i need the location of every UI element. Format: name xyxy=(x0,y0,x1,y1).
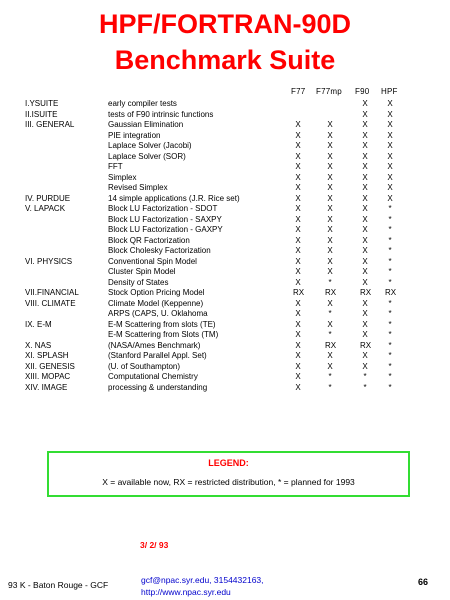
suite-name: II.ISUITE xyxy=(25,109,58,119)
cell-f77mp: X xyxy=(327,183,333,192)
cell-f77mp: X xyxy=(327,141,333,150)
cell-f90: X xyxy=(362,298,368,308)
cell-f77mp: X xyxy=(327,246,333,255)
cell-f90: X xyxy=(362,225,368,234)
cell-f90: X xyxy=(362,246,368,255)
table-row xyxy=(0,131,450,142)
cell-f77mp: X xyxy=(327,351,333,360)
benchmark-description: ARPS (CAPS, U. Oklahoma xyxy=(108,309,208,318)
cell-hpf: X xyxy=(387,162,393,171)
cell-f77mp: * xyxy=(328,330,332,339)
cell-f90: X xyxy=(362,109,368,119)
column-header-f90: F90 xyxy=(355,87,370,96)
benchmark-description: Climate Model (Keppenne) xyxy=(108,298,204,308)
table-row xyxy=(0,236,450,247)
cell-f77mp: X xyxy=(327,267,333,276)
suite-name: VIII. CLIMATE xyxy=(25,298,76,308)
table-row xyxy=(0,267,450,278)
benchmark-description: Conventional Spin Model xyxy=(108,256,197,266)
cell-hpf: RX xyxy=(385,288,397,297)
cell-hpf: X xyxy=(387,183,393,192)
cell-hpf: * xyxy=(388,340,392,350)
table-row xyxy=(0,152,450,163)
cell-f77mp: X xyxy=(327,204,333,213)
cell-f77: RX xyxy=(293,288,305,297)
cell-hpf: X xyxy=(387,151,393,161)
cell-hpf: * xyxy=(388,361,392,371)
cell-f77: X xyxy=(295,256,301,266)
cell-f90: X xyxy=(362,172,368,182)
cell-f90: RX xyxy=(360,340,372,350)
cell-f77mp: X xyxy=(327,193,333,203)
benchmark-description: Block QR Factorization xyxy=(108,235,190,245)
slide-title-line-1: HPF/FORTRAN-90D xyxy=(98,9,351,39)
cell-f90: * xyxy=(363,372,367,381)
cell-f77mp: RX xyxy=(325,288,337,297)
suite-name: XI. SPLASH xyxy=(25,351,69,360)
suite-name: X. NAS xyxy=(25,340,52,350)
cell-f77: X xyxy=(295,340,301,350)
table-row xyxy=(0,341,450,352)
cell-hpf: * xyxy=(388,214,392,224)
footer-url[interactable]: http://www.npac.syr.edu xyxy=(141,587,231,597)
benchmark-description: early compiler tests xyxy=(108,99,177,108)
table-row xyxy=(0,246,450,257)
cell-f77: X xyxy=(295,298,301,308)
cell-f90: X xyxy=(362,256,368,266)
cell-f77: X xyxy=(295,330,301,339)
table-row xyxy=(0,183,450,194)
cell-f77mp: X xyxy=(327,162,333,171)
cell-f77: X xyxy=(295,183,301,192)
cell-f77: X xyxy=(295,319,301,329)
benchmark-description: 14 simple applications (J.R. Rice set) xyxy=(108,193,240,203)
benchmark-description: FFT xyxy=(108,162,123,171)
cell-f77mp: X xyxy=(327,298,333,308)
cell-f77: X xyxy=(295,141,301,150)
cell-f77: X xyxy=(295,151,301,161)
column-header-f77: F77 xyxy=(291,87,306,96)
cell-f90: X xyxy=(362,130,368,140)
benchmark-description: tests of F90 intrinsic functions xyxy=(108,109,214,119)
cell-f77mp: * xyxy=(328,309,332,318)
cell-f77mp: X xyxy=(327,120,333,129)
benchmark-description: Revised Simplex xyxy=(108,183,168,192)
cell-f90: X xyxy=(362,141,368,150)
cell-f77: X xyxy=(295,382,301,392)
benchmark-description: Simplex xyxy=(108,172,137,182)
suite-name: VII.FINANCIAL xyxy=(25,288,79,297)
cell-hpf: * xyxy=(388,298,392,308)
cell-hpf: * xyxy=(388,256,392,266)
cell-f77: X xyxy=(295,225,301,234)
table-row xyxy=(0,309,450,320)
cell-f77: X xyxy=(295,309,301,318)
benchmark-description: Block LU Factorization - GAXPY xyxy=(108,225,223,234)
cell-f77: X xyxy=(295,361,301,371)
benchmark-description: Density of States xyxy=(108,277,169,287)
cell-f77: X xyxy=(295,130,301,140)
footer-venue: 93 K - Baton Rouge - GCF xyxy=(8,580,109,590)
benchmark-description: Computational Chemistry xyxy=(108,372,198,381)
table-row xyxy=(0,99,450,110)
cell-f77: X xyxy=(295,372,301,381)
cell-f77: X xyxy=(295,214,301,224)
cell-f77mp: * xyxy=(328,277,332,287)
table-row xyxy=(0,162,450,173)
benchmark-description: Gaussian Elimination xyxy=(108,120,184,129)
table-row xyxy=(0,141,450,152)
cell-f90: X xyxy=(362,277,368,287)
cell-f77: X xyxy=(295,267,301,276)
cell-f77mp: X xyxy=(327,225,333,234)
cell-f77: X xyxy=(295,277,301,287)
suite-name: XII. GENESIS xyxy=(25,361,75,371)
legend-box xyxy=(47,451,410,497)
benchmark-description: Laplace Solver (Jacobi) xyxy=(108,141,192,150)
footer-email[interactable]: gcf@npac.syr.edu, 3154432163, xyxy=(141,575,264,585)
benchmark-description: (NASA/Ames Benchmark) xyxy=(108,340,201,350)
cell-hpf: * xyxy=(388,382,392,392)
cell-hpf: * xyxy=(388,235,392,245)
benchmark-description: processing & understanding xyxy=(108,382,208,392)
cell-f77: X xyxy=(295,204,301,213)
benchmark-description: Stock Option Pricing Model xyxy=(108,288,205,297)
slide-title-line-2: Benchmark Suite xyxy=(114,45,336,75)
table-row xyxy=(0,288,450,299)
column-header-hpf: HPF xyxy=(381,87,398,96)
cell-hpf: X xyxy=(387,120,393,129)
cell-hpf: * xyxy=(388,319,392,329)
cell-f77mp: X xyxy=(327,214,333,224)
legend-title: LEGEND: xyxy=(208,458,249,468)
benchmark-description: (U. of Southampton) xyxy=(108,361,181,371)
table-row xyxy=(0,372,450,383)
cell-f90: X xyxy=(362,235,368,245)
cell-f90: X xyxy=(362,361,368,371)
cell-f90: X xyxy=(362,193,368,203)
table-row xyxy=(0,330,450,341)
suite-name: VI. PHYSICS xyxy=(25,256,73,266)
suite-name: XIII. MOPAC xyxy=(25,372,71,381)
cell-hpf: * xyxy=(388,372,392,381)
cell-f90: X xyxy=(362,319,368,329)
benchmark-description: Block Cholesky Factorization xyxy=(108,246,211,255)
footer-contact xyxy=(141,574,264,598)
cell-hpf: * xyxy=(388,277,392,287)
table-row xyxy=(0,320,450,331)
suite-name: I.YSUITE xyxy=(25,99,59,108)
cell-f77: X xyxy=(295,351,301,360)
table-row xyxy=(0,351,450,362)
cell-hpf: X xyxy=(387,99,393,108)
slide-date: 3/ 2/ 93 xyxy=(140,540,169,550)
cell-hpf: X xyxy=(387,172,393,182)
cell-hpf: * xyxy=(388,309,392,318)
cell-hpf: * xyxy=(388,267,392,276)
table-row xyxy=(0,204,450,215)
cell-f77mp: X xyxy=(327,172,333,182)
benchmark-table xyxy=(0,99,450,393)
benchmark-description: (Stanford Parallel Appl. Set) xyxy=(108,351,207,360)
table-row xyxy=(0,173,450,184)
table-row xyxy=(0,383,450,394)
suite-name: IX. E-M xyxy=(25,319,52,329)
cell-f90: X xyxy=(362,214,368,224)
legend-text: X = available now, RX = restricted distribution, * = planned for 1993 xyxy=(102,477,355,487)
table-row xyxy=(0,110,450,121)
page-number: 66 xyxy=(418,577,429,587)
cell-f90: X xyxy=(362,151,368,161)
cell-f90: * xyxy=(363,382,367,392)
cell-f90: X xyxy=(362,162,368,171)
cell-f90: X xyxy=(362,99,368,108)
cell-hpf: * xyxy=(388,351,392,360)
cell-f90: X xyxy=(362,204,368,213)
cell-hpf: * xyxy=(388,204,392,213)
benchmark-description: Block LU Factorization - SDOT xyxy=(108,204,218,213)
cell-f90: X xyxy=(362,351,368,360)
cell-f77mp: RX xyxy=(325,340,337,350)
table-row xyxy=(0,215,450,226)
table-row xyxy=(0,257,450,268)
benchmark-description: PIE integration xyxy=(108,130,161,140)
benchmark-description: E-M Scattering from slots (TE) xyxy=(108,319,216,329)
cell-f77mp: X xyxy=(327,235,333,245)
cell-f77: X xyxy=(295,193,301,203)
cell-f77mp: X xyxy=(327,130,333,140)
benchmark-description: Laplace Solver (SOR) xyxy=(108,151,186,161)
cell-f90: X xyxy=(362,309,368,318)
benchmark-description: Cluster Spin Model xyxy=(108,267,176,276)
cell-f77: X xyxy=(295,120,301,129)
cell-f90: X xyxy=(362,330,368,339)
suite-name: IV. PURDUE xyxy=(25,193,71,203)
table-row xyxy=(0,225,450,236)
cell-f77: X xyxy=(295,162,301,171)
cell-f77mp: X xyxy=(327,361,333,371)
cell-f77mp: X xyxy=(327,256,333,266)
cell-f77: X xyxy=(295,235,301,245)
cell-hpf: * xyxy=(388,330,392,339)
cell-f77mp: X xyxy=(327,151,333,161)
table-row xyxy=(0,120,450,131)
cell-hpf: X xyxy=(387,141,393,150)
cell-f90: X xyxy=(362,267,368,276)
cell-f90: RX xyxy=(360,288,372,297)
table-row xyxy=(0,362,450,373)
column-header-f77mp: F77mp xyxy=(316,87,342,96)
table-row xyxy=(0,299,450,310)
cell-f77mp: * xyxy=(328,372,332,381)
cell-f90: X xyxy=(362,183,368,192)
cell-f77mp: * xyxy=(328,382,332,392)
cell-f77: X xyxy=(295,172,301,182)
benchmark-description: E-M Scattering from Slots (TM) xyxy=(108,330,219,339)
cell-hpf: * xyxy=(388,246,392,255)
cell-hpf: * xyxy=(388,225,392,234)
table-row xyxy=(0,278,450,289)
cell-f77: X xyxy=(295,246,301,255)
cell-hpf: X xyxy=(387,130,393,140)
cell-f77mp: X xyxy=(327,319,333,329)
cell-hpf: X xyxy=(387,109,393,119)
cell-hpf: X xyxy=(387,193,393,203)
benchmark-description: Block LU Factorization - SAXPY xyxy=(108,214,222,224)
suite-name: III. GENERAL xyxy=(25,120,75,129)
table-row xyxy=(0,194,450,205)
cell-f90: X xyxy=(362,120,368,129)
suite-name: XIV. IMAGE xyxy=(25,382,68,392)
suite-name: V. LAPACK xyxy=(25,204,66,213)
